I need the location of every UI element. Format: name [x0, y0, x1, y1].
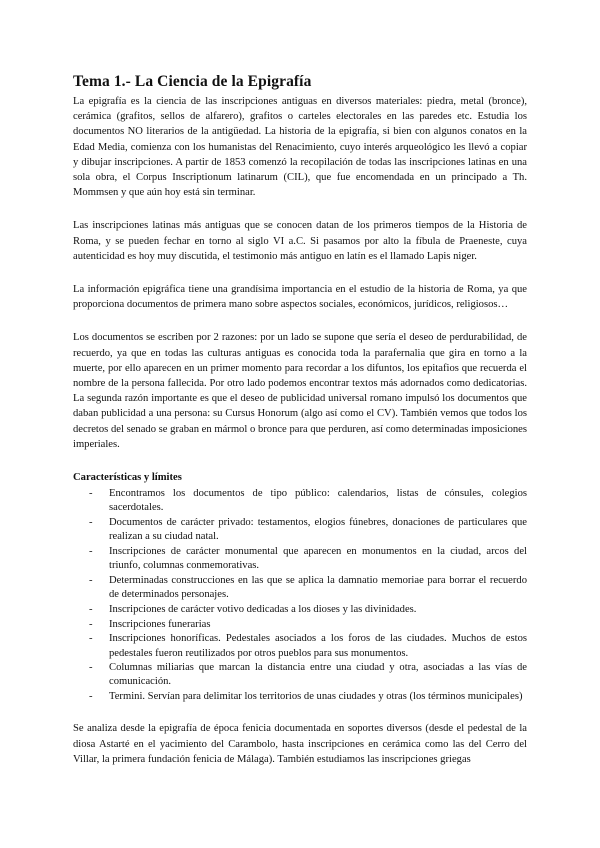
list-item [73, 574, 527, 602]
document-title: Tema 1.- La Ciencia de la Epigrafía [73, 73, 312, 90]
paragraph-intro: La epigrafía es la ciencia de las inscripciones antiguas en diversos materiales: piedra, metal (bronce), cerámica (grafitos, sellos de alfarero), grafitos o carteles electorales en las paredes etc. Estudia los documentos NO literarios de la antigüedad. La historia de la epigrafía, si bien con algunos conatos en la Edad Media, comienza con los humanistas del Renacimiento, cuyo interés arqueológico les llevó a copiar y dibujar inscripciones. A partir de 1853 comenzó la recopilación de todas las inscripciones latinas en una sola obra, el Corpus Inscriptionum latinarum (CIL), que fue encomendada en un principado a Th. Mommsen y que aún hoy está sin terminar. [73, 96, 527, 199]
paragraph-closing: Se analiza desde la epigrafía de época fenicia documentada en soportes diversos (desde el pedestal de la diosa Astarté en el yacimiento del Carambolo, hasta inscripciones en cerámica como las del Cerro del Villar, la primera fundación fenicia de Málaga). También estudiamos las inscripciones griegas [73, 723, 527, 765]
list-item-text: Inscripciones de carácter monumental que aparecen en monumentos en la ciudad, arcos del triunfo, columnas conmemorativas. [109, 546, 527, 572]
list-item [73, 516, 527, 544]
list-item-text: Columnas miliarias que marcan la distancia entre una ciudad y otra, asociadas a las vías de comunicación. [109, 662, 527, 688]
list-item [73, 632, 527, 660]
list-item-text: Inscripciones funerarias [109, 618, 211, 630]
list-item-text: Encontramos los documentos de tipo público: calendarios, listas de cónsules, colegios sacerdotales. [109, 488, 527, 514]
section-heading: Características y límites [73, 472, 182, 484]
list-item [73, 487, 527, 515]
bullet-marker: - [89, 691, 93, 703]
list-item-text: Termini. Servían para delimitar los territorios de unas ciudades y otras (los términos municipales) [109, 691, 523, 703]
list-item-text: Inscripciones honoríficas. Pedestales asociados a los foros de las ciudades. Muchos de estos pedestales fueron reutilizados por otros pueblos para sus monumentos. [109, 633, 527, 659]
list-item [73, 690, 527, 704]
paragraph-reasons: Los documentos se escriben por 2 razones: por un lado se supone que sería el deseo de perdurabilidad, de recuerdo, ya que en todas las culturas antiguas es conocida toda la parafernalia que gira en torno a la muerte, por ello aparecen en un primer momento para recordar a los difuntos, los epitafios que recuerda el nombre de la persona fallecida. Por otro lado podemos encontrar textos más adornados como dedicatorias. La segunda razón importante es que el deseo de publicidad universal romano impulsó los documentos que daban publicidad a una persona: su Cursus Honorum (algo así como el CV). También vemos que todos los decretos del senado se graban en mármol o bronce para que perduren, así como determinadas imposiciones imperiales. [73, 332, 527, 450]
paragraph-importance: La información epigráfica tiene una grandísima importancia en el estudio de la historia de Roma, ya que proporciona documentos de primera mano sobre aspectos sociales, económicos, jurídicos, religiosos… [73, 284, 527, 311]
bullet-marker: - [89, 546, 93, 558]
bullet-marker: - [89, 488, 93, 500]
bullet-list [73, 487, 527, 704]
list-item-text: Documentos de carácter privado: testamentos, elogios fúnebres, donaciones de particulares que realizan a su ciudad natal. [109, 517, 527, 543]
document-page [73, 72, 527, 785]
paragraph-oldest-inscriptions: Las inscripciones latinas más antiguas que se conocen datan de los primeros tiempos de la Historia de Roma, y se pueden fechar en torno al siglo VI a.C. Si pasamos por alto la fíbula de Praeneste, cuya autenticidad es hoy muy discutida, el testimonio más antiguo en latín es el llamado Lapis niger. [73, 220, 527, 262]
bullet-marker: - [89, 603, 93, 615]
list-item [73, 545, 527, 573]
list-item-text: Determinadas construcciones en las que se aplica la damnatio memoriae para borrar el recuerdo de determinados personajes. [109, 574, 527, 601]
bullet-marker: - [89, 662, 93, 674]
bullet-marker: - [89, 517, 93, 529]
list-item [73, 661, 527, 689]
bullet-marker: - [89, 633, 93, 645]
list-item [73, 603, 527, 617]
bullet-marker: - [89, 574, 93, 586]
list-item-text: Inscripciones de carácter votivo dedicadas a los dioses y las divinidades. [109, 603, 417, 615]
bullet-marker: - [89, 618, 93, 630]
list-item [73, 618, 527, 632]
